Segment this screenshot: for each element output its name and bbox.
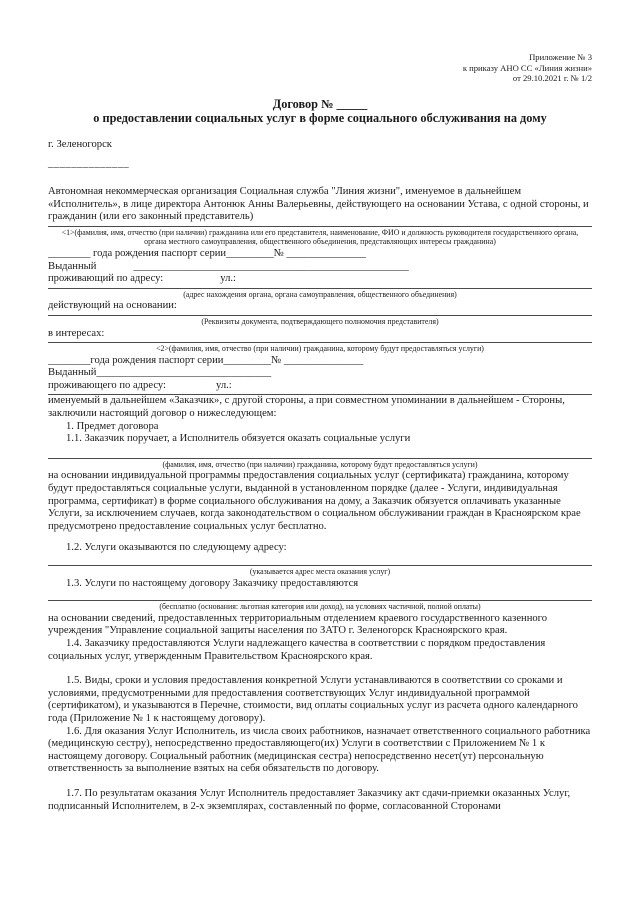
client-issued-line <box>48 367 592 380</box>
appendix-order: к приказу АНО СС «Линия жизни» <box>462 62 592 73</box>
representative-issued-line <box>48 261 592 274</box>
representative-address-caption: (адрес нахождения органа, органа самоуправления, общественного объединения) <box>48 288 592 301</box>
intro-paragraph: Автономная некоммерческая организация Социальная служба "Линия жизни", именуемое в дальнейшем «Исполнитель», в лице директора Антонюк Анны Валерьевны, действующего на основании Устава, с одной стороны, и гражданин (или его законный представитель) <box>48 185 589 223</box>
interests-caption: <2>(фамилия, имя, отчество (при наличии) гражданина, которому будут предоставляться услуги) <box>48 342 592 355</box>
acting-basis-line: действующий на основании: <box>48 300 177 312</box>
spacer <box>48 590 592 600</box>
representative-birth-passport-line: ________ года рождения паспорт серии_________№ _______________ <box>48 247 366 259</box>
clause-1-2: 1.2. Услуги оказываются по следующему адресу: <box>66 542 287 554</box>
interests-line: в интересах: <box>48 327 105 339</box>
issued-blank-line: _________________________________ <box>96 367 272 379</box>
issued-label: Выданный <box>48 260 97 272</box>
clause-1-3-caption: (бесплатно (основания: льготная категория или доход), на условиях частичной, полной оплаты) <box>48 600 592 613</box>
clause-1-1-intro: 1.1. Заказчик поручает, а Исполнитель обязуется оказать социальные услуги <box>66 433 411 445</box>
clause-1-6: 1.6. Для оказания Услуг Исполнитель, из числа своих работников, назначает ответственного социального работника (медицинскую сестру), непосредственно предоставляющего(их) Услуги в соответствии с Приложением № 1 к настоящему договору. Социальный работник (медицинская сестра) непосредственно несет(ут) персональную ответственность за выполнение взятых на себя обязательств по договору. <box>48 725 591 775</box>
address-label: проживающего по адресу: <box>48 379 166 391</box>
clause-1-3-body: на основании сведений, предоставленных территориальным отделением краевого государственного казенного учреждения "Управление социальной защиты населения по ЗАТО г. Зеленогорск Красноярского края. <box>48 612 548 637</box>
street-label: ул.: <box>220 273 236 285</box>
section-1-heading: 1. Предмет договора <box>66 420 159 432</box>
city-label: г. Зеленогорск <box>48 138 112 150</box>
document-title <box>48 97 592 126</box>
representative-address-line <box>48 273 592 286</box>
spacer <box>48 555 592 565</box>
clause-1-2-caption: (указывается адрес места оказания услуг) <box>48 565 592 578</box>
issued-blank-line: ____________________________________________________ <box>133 260 409 272</box>
client-birth-passport-line: ________года рождения паспорт серии_________№ _______________ <box>48 354 364 366</box>
acting-basis-caption: (Реквизиты документа, подтверждающего полномочия представителя) <box>48 315 592 328</box>
client-address-line <box>48 380 592 393</box>
issued-label: Выданный <box>48 367 97 379</box>
date-blank-line: ______________ <box>48 158 130 170</box>
contract-number-line: Договор № _____ <box>272 96 368 111</box>
clause-1-1-caption: (фамилия, имя, отчество (при наличии) гражданина, которому будут предоставляться услуги) <box>48 458 592 471</box>
contract-subject-line: о предоставлении социальных услуг в форме социального обслуживания на дому <box>93 111 547 126</box>
address-label: проживающий по адресу: <box>48 273 164 285</box>
clause-1-7: 1.7. По результатам оказания Услуг Исполнитель предоставляет Заказчику акт сдачи-приемки оказанных Услуг, подписанный Исполнителем, в 2-х экземплярах, составленный по форме, согласованной Сторонами <box>48 787 571 812</box>
appendix-header <box>48 52 592 84</box>
appendix-number: Приложение № 3 <box>529 52 592 62</box>
clause-1-4: 1.4. Заказчику предоставляются Услуги надлежащего качества в соответствии с порядком предоставления социальных услуг, утвержденным Правительством Красноярского края. <box>48 637 546 662</box>
appendix-date: от 29.10.2021 г. № 1/2 <box>512 73 592 84</box>
clause-1-1-body: на основании индивидуальной программы предоставления социальных услуг (сертификата) гражданина, которому будут предоставляться социальные услуги, выданной в установленном порядке (далее - Услуги, индивидуальная программа, сертификат) в форме социального обслуживания на дому, а Заказчик обязуется оплачивать указанные Услуги, за исключением случаев, когда законодательством о социальном обслуживании граждан в Красноярском крае предусмотрено предоставление социальных услуг бесплатно. <box>48 470 581 532</box>
street-label: ул.: <box>216 379 232 391</box>
clause-1-5: 1.5. Виды, сроки и условия предоставления конкретной Услуги устанавливаются в соответствии со сроками и условиями, предусмотренными для предоставления соответствующих Услуг индивидуальной программой (сертификатом), и указываются в Перечне, стоимости, вид оплаты социальных услуг из расчета одного календарного года (Приложение № 1 к настоящему договору). <box>48 675 578 724</box>
representative-caption: <1>(фамилия, имя, отчество (при наличии) гражданина или его представителя, наименование, ФИО и должность руководителя государственного органа, органа местного самоуправления, общественного объединения, представляющих интересы гражданина) <box>48 226 592 248</box>
closing-clause: именуемый в дальнейшем «Заказчик», с другой стороны, а при совместном упоминании в дальнейшем - Стороны, заключили настоящий договор о нижеследующем: <box>48 395 565 420</box>
clause-1-3: 1.3. Услуги по настоящему договору Заказчику предоставляются <box>66 577 359 589</box>
spacer <box>48 446 592 458</box>
